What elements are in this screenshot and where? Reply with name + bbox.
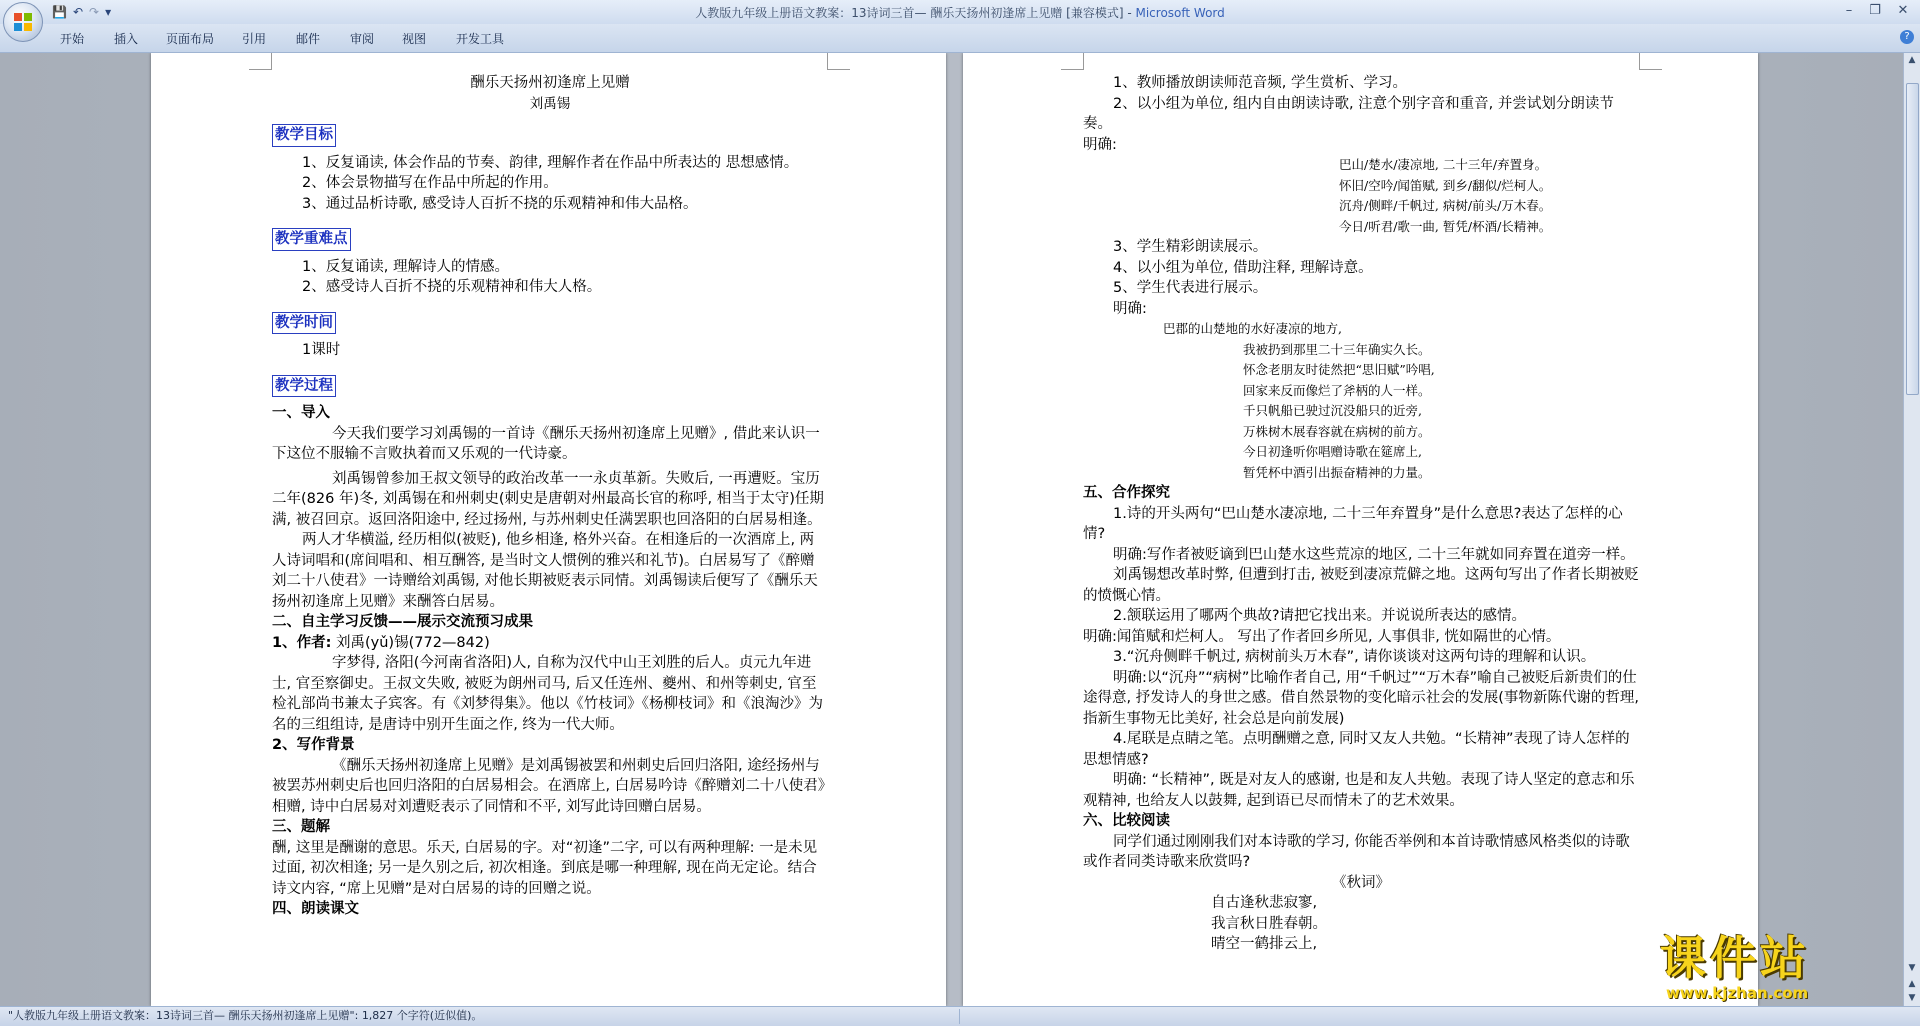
watermark-title: 课件站 bbox=[1660, 931, 1810, 985]
poem-line: 自古逢秋悲寂寥, bbox=[1211, 895, 1318, 911]
paragraph: 同学们通过刚刚我们对本诗歌的学习, 你能否举例和本首诗歌情感风格类似的诗歌或作者同类诗歌来欣赏吗? bbox=[1083, 833, 1630, 870]
tab-view[interactable]: 视图 bbox=[402, 32, 427, 46]
margin-mark bbox=[1061, 53, 1084, 70]
author-heading: 1、作者: bbox=[272, 634, 332, 651]
status-text: "人教版九年级上册语文教案：13诗词三首— 酬乐天扬州初逢席上见赠": 1,827 个字符(近似值)。 bbox=[8, 1009, 483, 1022]
tab-insert[interactable]: 插入 bbox=[114, 32, 139, 46]
watermark-logo bbox=[1660, 922, 1910, 1002]
restore-icon[interactable]: ❐ bbox=[1869, 3, 1881, 18]
translation-line: 今日初逢听你唱赠诗歌在筵席上, bbox=[1243, 444, 1422, 459]
key-item: 1、反复诵读, 理解诗人的情感。 bbox=[302, 258, 509, 275]
answer-label: 明确: bbox=[1113, 300, 1147, 317]
section-heading: 三、题解 bbox=[272, 819, 330, 835]
heading-teaching-process: 教学过程 bbox=[272, 375, 336, 398]
paragraph: 酬, 这里是酬谢的意思。乐天, 白居易的字。对“初逢”二字, 可以有两种理解: 一是未见过面, 初次相逢; 另一是久别之后, 初次相逢。到底是哪一种理解, 现在尚无定论。结合诗文内容, “席上见赠”是对白居易的诗的回赠之说。 bbox=[272, 839, 818, 897]
tab-review[interactable]: 审阅 bbox=[350, 32, 375, 46]
rhythm-line: 今日/听君/歌一曲, 暂凭/杯酒/长精神。 bbox=[1339, 218, 1552, 234]
redo-icon[interactable]: ↷ bbox=[89, 5, 100, 19]
rhythm-line: 怀旧/空吟/闻笛赋, 到乡/翻似/烂柯人。 bbox=[1339, 177, 1552, 193]
tab-home[interactable]: 开始 bbox=[60, 32, 85, 46]
qat-dropdown-icon[interactable]: ▾ bbox=[105, 5, 112, 19]
page-2-content bbox=[1083, 73, 1639, 955]
section-heading: 二、自主学习反馈——展示交流预习成果 bbox=[272, 614, 533, 630]
translation-line: 怀念老朋友时徒然把“思旧赋”吟唱, bbox=[1243, 362, 1435, 377]
paragraph: 1.诗的开头两句“巴山楚水凄凉地, 二十三年弃置身”是什么意思?表达了怎样的心情? bbox=[1083, 505, 1623, 542]
title-bar bbox=[0, 0, 1920, 24]
poem-line: 我言秋日胜春朝。 bbox=[1211, 915, 1327, 932]
section-heading: 五、合作探究 bbox=[1083, 485, 1170, 501]
paragraph: 3.“沉舟侧畔千帆过, 病树前头万木春”, 请你谈谈对这两句诗的理解和认识。 bbox=[1113, 649, 1596, 665]
heading-teaching-goals: 教学目标 bbox=[272, 124, 336, 147]
paragraph: 2.颔联运用了哪两个典故?请把它找出来。并说说所表达的感情。 bbox=[1113, 608, 1527, 624]
page-1-content bbox=[272, 73, 828, 920]
tab-page-layout[interactable]: 页面布局 bbox=[166, 32, 215, 46]
margin-mark bbox=[249, 53, 272, 70]
heading-teaching-time: 教学时间 bbox=[272, 312, 336, 335]
answer-label: 明确: bbox=[1083, 136, 1117, 153]
scroll-down-icon[interactable]: ▼ bbox=[1908, 963, 1916, 973]
tab-references[interactable]: 引用 bbox=[242, 32, 267, 46]
paragraph: 1、教师播放朗读师范音频, 学生赏析、学习。 bbox=[1113, 75, 1407, 91]
paragraph: 明确:闻笛赋和烂柯人。 写出了作者回乡所见, 人事俱非, 恍如隔世的心情。 bbox=[1083, 628, 1561, 645]
window-title bbox=[0, 4, 1920, 21]
translation-line: 暂凭杯中酒引出振奋精神的力量。 bbox=[1243, 464, 1431, 480]
poem-title: 《秋词》 bbox=[1332, 874, 1390, 891]
section-heading: 六、比较阅读 bbox=[1083, 813, 1170, 829]
paragraph: 《酬乐天扬州初逢席上见赠》是刘禹锡被罢和州刺史后回归洛阳, 途经扬州与被罢苏州刺史后也回归洛阳的白居易相会。在酒席上, 白居易吟诗《醉赠刘二十八使君》相赠, 诗中白居易对刘遭贬表示了同情和不平, 刘写此诗回赠白居易。 bbox=[272, 757, 825, 815]
paragraph: 明确:以“沉舟”“病树”比喻作者自己, 用“千帆过”“万木春”喻自己被贬后新贵们的仕途得意, 抒发诗人的身世之感。借自然景物的变化暗示社会的发展(事物新陈代谢的哲理, 指新生事物无比美好, 社会总是向前发展) bbox=[1083, 669, 1639, 727]
paragraph: 4.尾联是点睛之笔。点明酬赠之意, 同时又友人共勉。“长精神”表现了诗人怎样的思想情感? bbox=[1083, 731, 1630, 768]
status-divider bbox=[959, 1009, 960, 1024]
goal-item: 3、通过品析诗歌, 感受诗人百折不挠的乐观精神和伟大品格。 bbox=[302, 195, 698, 212]
help-icon[interactable]: ? bbox=[1900, 30, 1914, 44]
save-icon[interactable]: 💾 bbox=[52, 5, 67, 19]
paragraph: 两人才华横溢, 经历相似(被贬), 他乡相逢, 格外兴奋。在相逢后的一次酒席上, 两人诗词唱和(席间唱和、相互酬答, 是当时文人惯例的雅兴和礼节)。白居易写了《醉赠刘二十八使君》一诗赠给刘禹锡, 对他长期被贬表示同情。刘禹锡读后便写了《酬乐天扬州初逢席上见赠》来酬答白居易。 bbox=[272, 532, 818, 610]
close-icon[interactable]: ✕ bbox=[1897, 3, 1909, 18]
office-logo-icon bbox=[13, 12, 33, 32]
document-page-1[interactable] bbox=[151, 53, 946, 1006]
paragraph: 字梦得, 洛阳(今河南省洛阳)人, 自称为汉代中山王刘胜的后人。贞元九年进士, 官至察御史。王叔文失败, 被贬为朗州司马, 后又任连州、夔州、和州等刺史, 官至检礼部尚书兼太子宾客。有《刘梦得集》。他以《竹枝词》《杨柳枝词》和《浪淘沙》为名的三组组诗, 是唐诗中别开生面之作, 终为一代大师。 bbox=[272, 655, 823, 733]
status-bar bbox=[0, 1006, 1920, 1026]
window-title-doc: 人教版九年级上册语文教案：13诗词三首— 酬乐天扬州初逢席上见赠 [兼容模式] - bbox=[695, 6, 1132, 20]
paragraph: 刘禹锡想改革时弊, 但遭到打击, 被贬到凄凉荒僻之地。这两句写出了作者长期被贬的愤慨心情。 bbox=[1083, 567, 1639, 604]
margin-mark bbox=[827, 53, 850, 70]
goal-item: 2、体会景物描写在作品中所起的作用。 bbox=[302, 175, 558, 191]
office-button[interactable] bbox=[3, 2, 43, 42]
prev-page-icon[interactable]: ▲ bbox=[1908, 979, 1916, 989]
next-page-icon[interactable]: ▼ bbox=[1908, 993, 1916, 1003]
rhythm-line: 巴山/楚水/凄凉地, 二十三年/弃置身。 bbox=[1339, 157, 1548, 172]
tab-mailings[interactable]: 邮件 bbox=[296, 32, 321, 46]
section-heading: 四、朗读课文 bbox=[272, 901, 359, 917]
paragraph: 今天我们要学习刘禹锡的一首诗《酬乐天扬州初逢席上见赠》, 借此来认识一下这位不服输不言败执着而又乐观的一代诗豪。 bbox=[272, 425, 820, 462]
paragraph: 4、以小组为单位, 借助注释, 理解诗意。 bbox=[1113, 259, 1373, 276]
paragraph: 2、以小组为单位, 组内自由朗读诗歌, 注意个别字音和重音, 并尝试划分朗读节奏。 bbox=[1083, 95, 1614, 132]
section-heading: 一、导入 bbox=[272, 405, 330, 421]
translation-line: 回家来反而像烂了斧柄的人一样。 bbox=[1243, 382, 1431, 398]
document-area[interactable] bbox=[0, 53, 1904, 1006]
doc-title: 酬乐天扬州初逢席上见赠 bbox=[470, 75, 630, 91]
author-name: 刘禹(yǔ)锡(772—842) bbox=[336, 634, 490, 651]
margin-mark bbox=[1639, 53, 1662, 70]
vertical-scrollbar[interactable] bbox=[1903, 53, 1920, 1006]
paragraph: 刘禹锡曾参加王叔文领导的政治改革一一永贞革新。失败后, 一再遭贬。宝历二年(826 年)冬, 刘禹锡在和州刺史(刺史是唐朝对州最高长官的称呼, 相当于太守)任期满, 被召回京。返回洛阳途中, 经过扬州, 与苏州刺史任满罢职也回洛阳的白居易相逢。 bbox=[272, 470, 824, 528]
undo-icon[interactable]: ↶ bbox=[72, 5, 84, 19]
translation-line: 千只帆船已驶过沉没船只的近旁, bbox=[1243, 403, 1422, 418]
paragraph: 3、学生精彩朗读展示。 bbox=[1113, 239, 1268, 255]
watermark-url: www.kjzhan.com bbox=[1666, 984, 1809, 1002]
key-item: 2、感受诗人百折不挠的乐观精神和伟大人格。 bbox=[302, 279, 602, 295]
document-page-2[interactable] bbox=[963, 53, 1758, 1006]
poem-line: 晴空一鹤排云上, bbox=[1211, 936, 1318, 952]
heading-key-points: 教学重难点 bbox=[272, 228, 351, 251]
translation-line: 巴郡的山楚地的水好凄凉的地方, bbox=[1163, 321, 1342, 336]
section-heading: 2、写作背景 bbox=[272, 737, 355, 753]
rhythm-line: 沉舟/侧畔/千帆过, 病树/前头/万木春。 bbox=[1339, 198, 1552, 213]
minimize-icon[interactable]: – bbox=[1845, 3, 1853, 18]
tab-developer[interactable]: 开发工具 bbox=[456, 32, 505, 46]
paragraph: 明确: “长精神”, 既是对友人的感谢, 也是和友人共勉。表现了诗人坚定的意志和乐观精神, 也给友人以鼓舞, 起到语已尽而情未了的艺术效果。 bbox=[1083, 772, 1635, 809]
teaching-time: 1课时 bbox=[302, 342, 341, 358]
scroll-thumb[interactable] bbox=[1906, 83, 1919, 395]
translation-line: 我被扔到那里二十三年确实久长。 bbox=[1243, 341, 1431, 357]
translation-line: 万株树木展春容就在病树的前方。 bbox=[1243, 423, 1431, 439]
window-title-app: Microsoft Word bbox=[1135, 6, 1225, 20]
ribbon-tabs bbox=[0, 24, 1920, 53]
paragraph: 明确:写作者被贬谪到巴山楚水这些荒凉的地区, 二十三年就如同弃置在道旁一样。 bbox=[1113, 546, 1635, 563]
scroll-up-icon[interactable]: ▲ bbox=[1908, 55, 1916, 65]
paragraph: 5、学生代表进行展示。 bbox=[1113, 280, 1268, 296]
doc-author: 刘禹锡 bbox=[529, 95, 571, 112]
goal-item: 1、反复诵读, 体会作品的节奏、韵律, 理解作者在作品中所表达的 思想感情。 bbox=[302, 154, 799, 171]
